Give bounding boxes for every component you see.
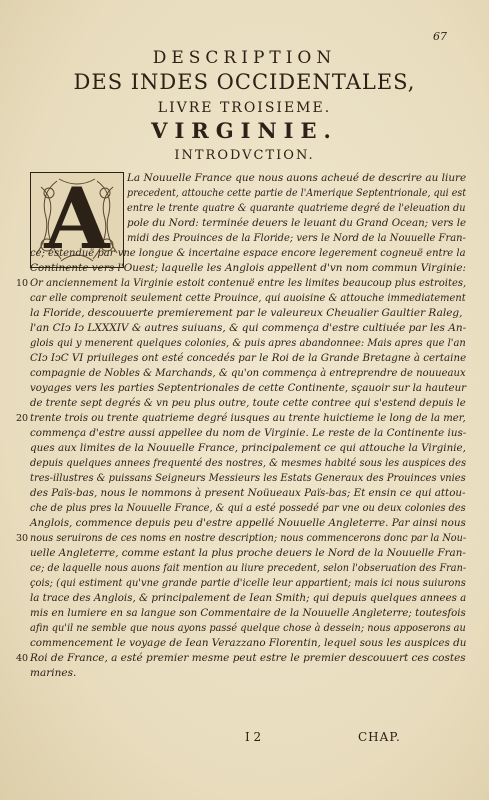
- body-line: Roi de France, a esté premier mesme peut estre le premier descouuert ces costes: [30, 652, 466, 664]
- line-number: 20: [16, 413, 29, 424]
- body-line: ce; estenduë par vne longue & incertaine espace encore legerement cogneuë entre la: [30, 247, 466, 259]
- body-line: glois qui y menerent quelques colonies, & puis apres abandonnee: Mais apres que l'an: [30, 337, 466, 349]
- body-line: commença d'estre aussi appellee du nom de Virginie. Le reste de la Continente ius-: [30, 427, 467, 439]
- heading-introduction: INTRODVCTION.: [174, 148, 315, 163]
- body-line: la Floride, descouuerte premierement par le valeureux Cheualier Gaultier Raleg,: [30, 307, 463, 319]
- body-line: commencement le voyage de Iean Verazzano Florentin, lequel sous les auspices du: [30, 637, 467, 649]
- body-line: pole du Nord: terminée deuers le leuant du Grand Ocean; vers le: [127, 217, 467, 229]
- body-line: car elle comprenoit seulement cette Prouince, qui auoisine & attouche immediatement: [30, 292, 466, 304]
- body-line: CIↄ IↄC VI priuileges ont esté concedés par le Roi de la Grande Bretagne à certaine: [30, 352, 467, 364]
- body-line: çois; (qui estiment qu'vne grande partie d'icelle leur appartient; mais ici nous suiurons: [30, 577, 466, 589]
- body-line: La Nouuelle France que nous auons acheué de descrire au liure: [127, 172, 467, 184]
- line-number: 10: [16, 278, 29, 289]
- body-line: nous seruirons de ces noms en nostre description; nous commencerons donc par la Nou-: [30, 532, 467, 544]
- line-number: 40: [16, 653, 29, 664]
- body-line: tres-illustres & puissans Seigneurs Messieurs les Estats Generaux des Prouinces vnies: [30, 472, 466, 484]
- body-line: afin qu'il ne semble que nous ayons passé quelque chose à dessein; nous apposerons au: [30, 622, 466, 634]
- body-line: Continente vers l'Ouest; laquelle les Anglois appellent d'vn nom commun Virginie:: [30, 262, 467, 274]
- body-line: che de plus pres la Nouuelle France, & qui a esté possedé par vne ou deux colonies des: [30, 502, 466, 514]
- body-line: entre le trente quatre & quarante quatrieme degré de l'eleuation du: [127, 202, 466, 214]
- body-line: compagnie de Nobles & Marchands, & qu'on commença à entreprendre de nouueaux: [30, 367, 466, 379]
- body-line: de trente sept degrés & vn peu plus outre, toute cette contree qui s'estend depuis le: [30, 397, 466, 409]
- catchword: CHAP.: [358, 730, 401, 744]
- page-number: 67: [433, 30, 447, 43]
- body-line: depuis quelques annees frequenté des nostres, & mesmes habité sous les auspices des: [30, 457, 467, 469]
- line-number: 30: [16, 533, 29, 544]
- body-line: midi des Prouinces de la Floride; vers le Nord de la Nouuelle Fran-: [127, 232, 466, 244]
- initial-letter: A: [44, 172, 110, 268]
- body-line: ques aux limites de la Nouuelle France, principalement ce qui attouche la Virginie,: [30, 442, 466, 454]
- body-line: precedent, attouche cette partie de l'Amerique Septentrionale, qui est: [127, 187, 467, 199]
- body-line: trente trois ou trente quatrieme degré iusques au trente huictieme le long de la mer,: [30, 412, 466, 424]
- heading-livre: LIVRE TROISIEME.: [157, 100, 332, 116]
- body-line: l'an CIↄ Iↄ LXXXIV & autres suiuans, & qui commença d'estre cultiuée par les An-: [30, 322, 467, 334]
- body-line: marines.: [30, 667, 77, 679]
- heading-description: DESCRIPTION: [152, 48, 337, 68]
- heading-indes: DES INDES OCCIDENTALES,: [73, 70, 416, 94]
- body-line: voyages vers les parties Septentrionales de cette Continente, sçauoir sur la hauteur: [30, 382, 467, 394]
- body-line: mis en lumiere en sa langue son Commentaire de la Nouuelle Angleterre; toutesfois: [30, 607, 466, 619]
- body-line: Anglois, commence depuis peu d'estre appellé Nouuelle Angleterre. Par ainsi nous: [30, 517, 466, 529]
- body-line: ce; de laquelle nous auons fait mention au liure precedent, selon l'obseruation des Fran-: [30, 562, 467, 574]
- body-line: Or anciennement la Virginie estoit contenuë entre les limites beaucoup plus estroites,: [30, 277, 467, 289]
- heading-virginie: VIRGINIE.: [151, 118, 338, 143]
- signature-mark: I 2: [245, 730, 262, 744]
- body-line: des Païs-bas, nous le nommons à present Noüueaux Païs-bas; Et ensin ce qui attou-: [30, 487, 466, 499]
- body-line: la trace des Anglois, & principalement de Iean Smith; qui depuis quelques annees a: [30, 592, 467, 604]
- body-line: uelle Angleterre, comme estant la plus proche deuers le Nord de la Nouuelle Fran-: [30, 547, 466, 559]
